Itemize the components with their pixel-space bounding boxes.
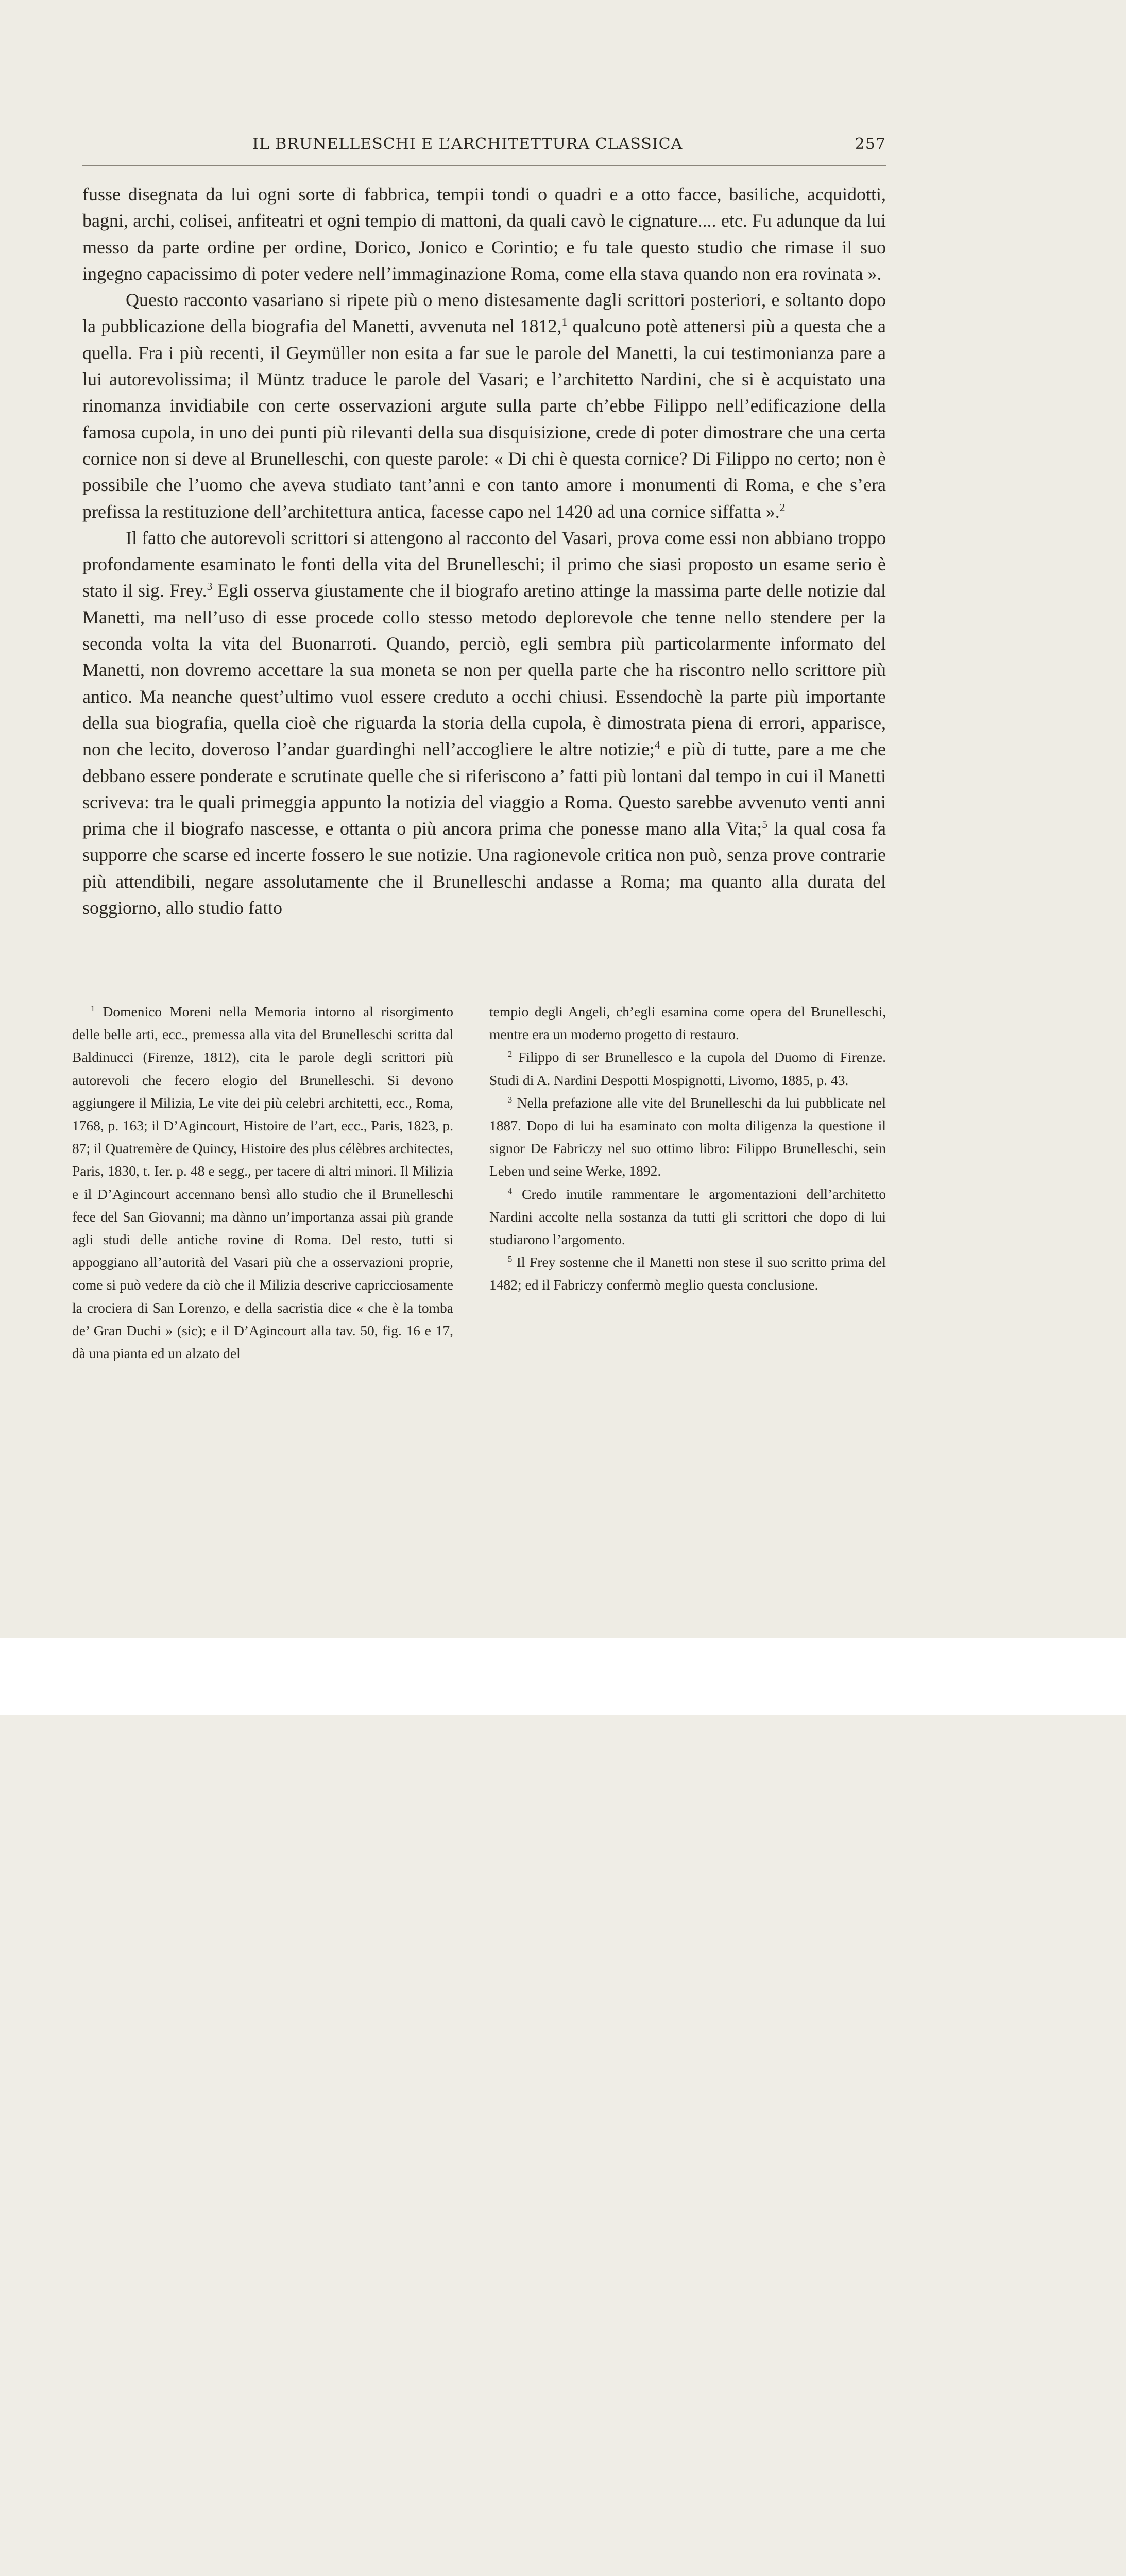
paragraph-3-text-b: Egli osserva giustamente che il biografo aretino attinge la massima parte delle notizie dal Manetti, ma nell’uso di esse procede collo stesso metodo deplorevole che tenne nello stendere per la seconda volta la vita del Buonarroti. Quando, perciò, egli sembra più particolarmente informato del Manetti, non dovremo accettare la sua moneta se non per quella parte che ha riscontro nello scrittore più antico. Ma neanche quest’ultimo vuol essere creduto a occhi chiusi. Essendochè la parte più importante della sua biografia, quella cioè che riguarda la storia della cupola, è dimostrata piena di errori, apparisce, non che lecito, doveroso l’andar guardinghi nell’accogliere le altre notizie; <box>82 580 886 760</box>
main-text <box>82 181 886 921</box>
footnote-1-continued: tempio degli Angeli, ch’egli esamina come opera del Brunelleschi, mentre era un moderno progetto di restauro. <box>489 1004 886 1043</box>
running-head <box>82 135 886 153</box>
page-number: 257 <box>855 135 886 153</box>
footnote-3 <box>489 1092 886 1183</box>
footnote-5-text: Il Frey sostenne che il Manetti non stese il suo scritto prima del 1482; ed il Fabriczy confermò meglio questa conclusione. <box>489 1254 886 1293</box>
running-title: IL BRUNELLESCHI E L’ARCHITETTURA CLASSICA <box>252 135 683 153</box>
footnote-5 <box>489 1251 886 1296</box>
footnotes-right-column <box>489 1001 886 1297</box>
footnote-2-mark: 2 <box>508 1049 513 1059</box>
footnote-1-text: Domenico Moreni nella Memoria intorno al risorgimento delle belle arti, ecc., premessa alla vita del Brunelleschi scritta dal Baldinucci (Firenze, 1812), cita le parole degli scrittori più autorevoli che fecero elogio del Brunelleschi. Si devono aggiungere il Milizia, Le vite dei più celebri architetti, ecc., Roma, 1768, p. 163; il D’Agincourt, Histoire de l’art, ecc., Paris, 1823, p. 87; il Quatremère de Quincy, Histoire des plus célèbres architectes, Paris, 1830, t. Ier. p. 48 e segg., per tacere di altri minori. Il Milizia e il D’Agincourt accennano bensì allo studio che il Brunelleschi fece del San Giovanni; ma dànno un’importanza assai più grande agli studi delle antiche rovine di Roma. Del resto, tutti si appoggiano all’autorità del Vasari più che a osservazioni proprie, come si può vedere da ciò che il Milizia descrive capricciosamente la crociera di San Lorenzo, e della sacristia dice « che è la tomba de’ Gran Duchi » (sic); e il D’Agincourt alla tav. 50, fig. 16 e 17, dà una pianta ed un alzato del <box>72 1004 454 1362</box>
footnote-3-mark: 3 <box>508 1094 513 1105</box>
footnote-ref-4: 4 <box>654 739 660 752</box>
header-rule <box>82 165 886 166</box>
paragraph-2-text-b: qualcuno potè attenersi più a questa che a quella. Fra i più recenti, il Geymüller non esita a far sue le parole del Manetti, la cui testimonianza pare a lui autorevolissima; il Müntz traduce le parole del Vasari; e l’architetto Nardini, che si è acquistato una rinomanza invidiabile con certe osservazioni argute sulla parte ch’ebbe Filippo nell’edificazione della famosa cupola, in uno dei punti più rilevanti della sua disquisizione, crede di poter dimostrare che una certa cornice non si deve al Brunelleschi, con queste parole: « Di chi è questa cornice? Di Filippo no certo; non è possibile che l’uomo che aveva studiato tant’anni e con tanto amore i monumenti di Roma, e che s’era prefissa la restituzione dell’architettura antica, facesse capo nel 1420 ad una cornice siffatta ». <box>82 316 886 522</box>
footnote-4-mark: 4 <box>508 1185 513 1196</box>
footnote-ref-5: 5 <box>762 818 768 831</box>
footnote-ref-1: 1 <box>561 316 568 329</box>
paragraph-1: fusse disegnata da lui ogni sorte di fabbrica, tempii tondi o quadri e a otto facce, basiliche, acquidotti, bagni, archi, colisei, anfiteatri et ogni tempio di mattoni, da quali cavò le cignature.... etc. Fu adunque da lui messo da parte ordine per ordine, Dorico, Jonico e Corintio; e fu tale questo studio che rimase il suo ingegno capacissimo di poter vedere nell’immaginazione Roma, come ella stava quando non era rovinata ». <box>82 184 886 284</box>
footnote-2 <box>489 1046 886 1091</box>
footnote-5-mark: 5 <box>508 1254 513 1264</box>
viewer-footer <box>0 1638 1126 1715</box>
paragraph-3 <box>82 525 886 921</box>
footnote-3-text: Nella prefazione alle vite del Brunelleschi da lui pubblicate nel 1887. Dopo di lui ha esaminato con molta diligenza la questione il signor De Fabriczy nel suo ottimo libro: Filippo Brunelleschi, sein Leben und seine Werke, 1892. <box>489 1094 886 1179</box>
footnotes-left-column <box>72 1001 453 1365</box>
footnote-1-mark: 1 <box>91 1003 95 1013</box>
footnote-ref-3: 3 <box>207 580 213 593</box>
footnote-2-text: Filippo di ser Brunellesco e la cupola del Duomo di Firenze. Studi di A. Nardini Despotti Mospignotti, Livorno, 1885, p. 43. <box>489 1049 886 1088</box>
footnote-ref-2: 2 <box>779 501 786 514</box>
paragraph-3-text-a: Il fatto che autorevoli scrittori si attengono al racconto del Vasari, prova come essi non abbiano troppo profondamente esaminato le fonti della vita del Brunelleschi; il primo che siasi proposto un esame serio è stato il sig. Frey. <box>82 527 886 601</box>
paragraph-2-text-a: Questo racconto vasariano si ripete più o meno distesamente dagli scrittori posteriori, e soltanto dopo la pubblicazione della biografia del Manetti, avvenuta nel 1812, <box>82 290 886 337</box>
footnote-4-text: Credo inutile rammentare le argomentazioni dell’architetto Nardini accolte nella sostanza da tutti gli scrittori che dopo di lui studiarono l’argomento. <box>489 1185 886 1248</box>
paragraph-2 <box>82 287 886 525</box>
footnote-4 <box>489 1183 886 1251</box>
paragraph-3-text-d: la qual cosa fa supporre che scarse ed incerte fossero le sue notizie. Una ragionevole critica non può, senza prove contrarie più attendibili, negare assolutamente che il Brunelleschi andasse a Roma; ma quanto alla durata del soggiorno, allo studio fatto <box>82 818 886 919</box>
footnote-1 <box>72 1001 453 1365</box>
paragraph-3-text-c: e più di tutte, pare a me che debbano essere ponderate e scrutinate quelle che si riferiscono a’ fatti più lontani dal tempo in cui il Manetti scriveva: tra le quali primeggia appunto la notizia del viaggio a Roma. Questo sarebbe avvenuto venti anni prima che il biografo nascesse, e ottanta o più ancora prima che ponesse mano alla Vita; <box>82 739 886 839</box>
